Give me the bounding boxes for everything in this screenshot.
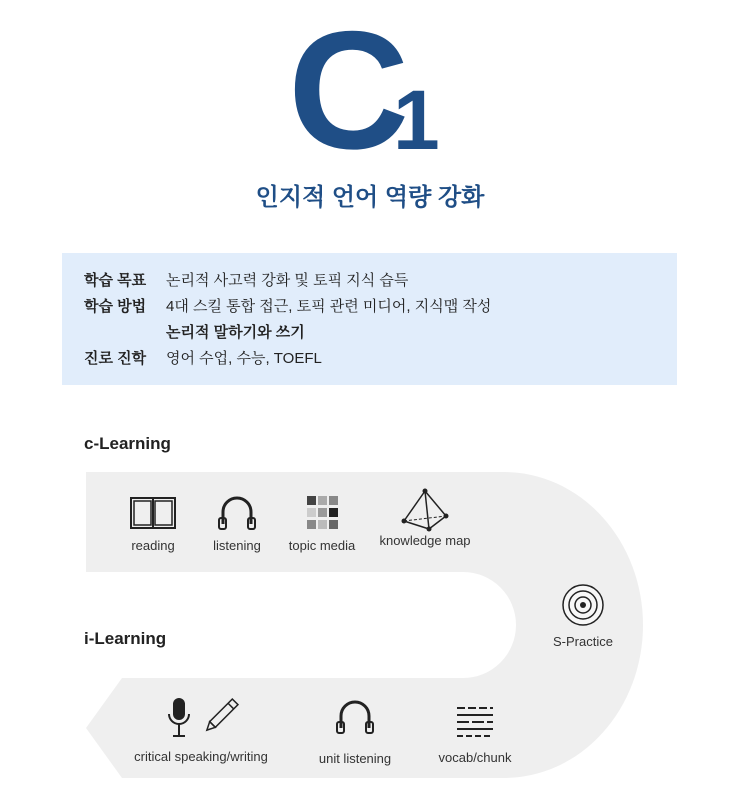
s-practice-label: S-Practice [553,634,613,649]
topic-media-label: topic media [288,538,356,553]
pyramid-icon [399,488,451,532]
listening-label: listening [213,538,261,553]
method-key: 학습 방법 [84,298,147,315]
level-letter: C [288,0,404,184]
knowledge-map-label: knowledge map [379,533,471,548]
method-value: 4대 스킬 통합 접근, 토픽 관련 미디어, 지식맵 작성 [166,298,492,315]
topic-media-item[interactable] [286,494,358,553]
critical-speaking-writing-label: critical speaking/writing [134,749,268,764]
microphone-pencil-icon [161,696,241,740]
headphones-icon [213,494,261,532]
headphones-icon [331,698,379,736]
knowledge-map-item[interactable] [376,488,474,548]
vocab-chunk-label: vocab/chunk [438,750,512,765]
reading-item[interactable] [122,494,184,553]
c-learning-label: c-Learning [84,434,171,453]
grid-icon [298,494,346,532]
vocab-chunk-item[interactable] [434,704,516,765]
s-practice-item[interactable] [547,582,619,649]
listening-item[interactable] [205,494,269,553]
path-key: 진로 진학 [84,350,147,367]
unit-listening-item[interactable] [313,698,397,766]
level-number: 1 [393,73,440,167]
level-title: 인지적 언어 역량 강화 [255,184,485,211]
book-icon [129,494,177,532]
goal-key: 학습 목표 [84,272,147,289]
reading-label: reading [131,538,175,553]
lines-icon [453,704,497,738]
target-icon [560,582,606,628]
critical-speaking-writing-item[interactable] [126,696,276,764]
path-value: 영어 수업, 수능, TOEFL [166,350,322,367]
i-learning-label: i-Learning [84,629,167,648]
goal-value: 논리적 사고력 강화 및 토픽 지식 습득 [166,272,409,289]
unit-listening-label: unit listening [318,751,392,766]
method-value-2: 논리적 말하기와 쓰기 [166,324,305,341]
